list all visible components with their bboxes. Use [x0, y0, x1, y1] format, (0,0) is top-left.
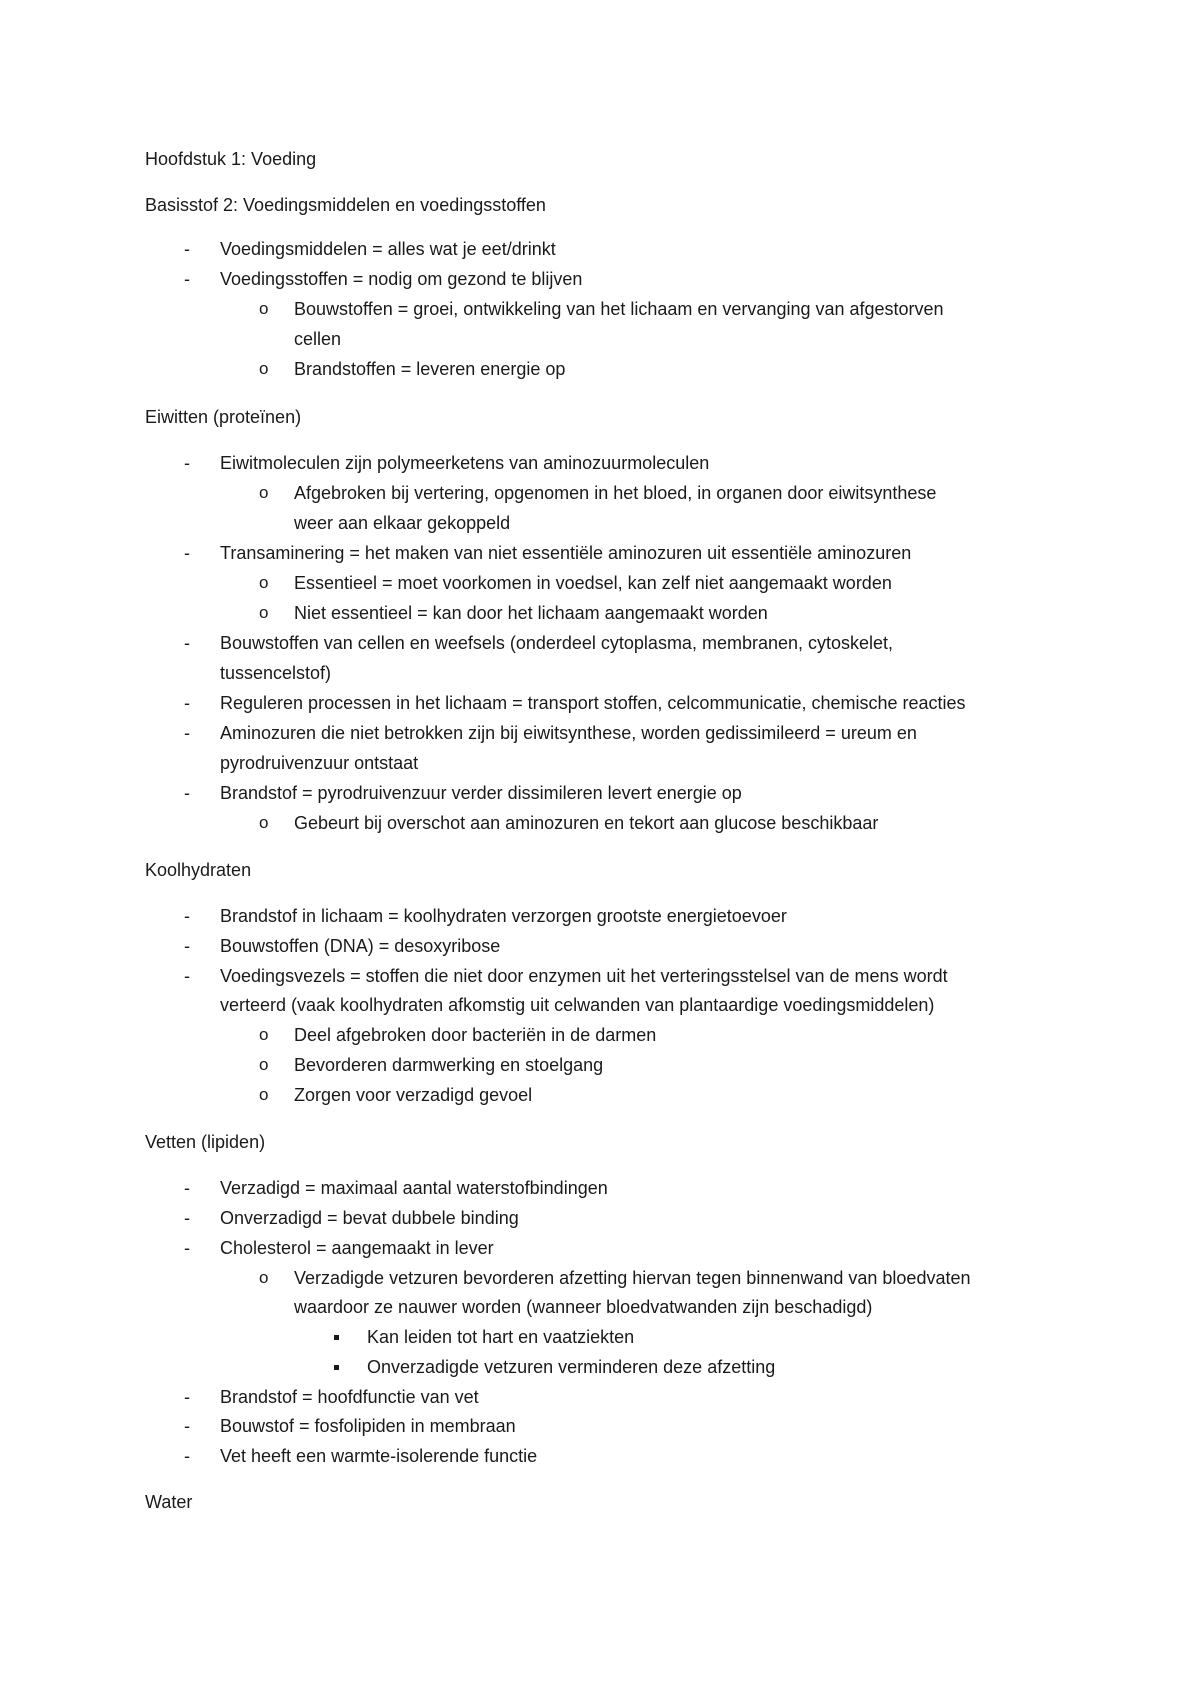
dash-bullet: - [184, 1446, 190, 1466]
sub-list-item: Niet essentieel = kan door het lichaam aangemaakt worden [294, 603, 768, 623]
list-item: Verzadigd = maximaal aantal waterstofbindingen [220, 1178, 608, 1198]
circle-bullet: o [259, 359, 269, 378]
list-item: Vet heeft een warmte-isolerende functie [220, 1446, 538, 1466]
dash-bullet: - [184, 1238, 190, 1258]
sub-list-item: Bevorderen darmwerking en stoelgang [294, 1055, 604, 1075]
eiwitten-heading: Eiwitten (proteïnen) [145, 407, 302, 427]
list-item: Brandstof in lichaam = koolhydraten verzorgen grootste energietoevoer [220, 906, 787, 926]
koolhydraten-heading: Koolhydraten [145, 860, 252, 880]
dash-bullet: - [184, 693, 190, 713]
list-item-continuation: verteerd (vaak koolhydraten afkomstig uit celwanden van plantaardige voedingsmiddelen) [220, 995, 935, 1015]
list-item: Voedingsvezels = stoffen die niet door enzymen uit het verteringsstelsel van de mens wordt [220, 966, 948, 986]
dash-bullet: - [184, 1416, 190, 1436]
sub-list-item: Gebeurt bij overschot aan aminozuren en tekort aan glucose beschikbaar [294, 813, 879, 833]
dash-bullet: - [184, 633, 190, 653]
list-item-continuation: pyrodruivenzuur ontstaat [220, 753, 419, 773]
dash-bullet: - [184, 966, 190, 986]
water-heading: Water [145, 1492, 193, 1512]
sub-list-item-continuation: cellen [294, 329, 342, 349]
sub-list-item: Deel afgebroken door bacteriën in de darmen [294, 1025, 657, 1045]
list-item: Transaminering = het maken van niet essentiële aminozuren uit essentiële aminozuren [220, 543, 912, 563]
dash-bullet: - [184, 453, 190, 473]
sub-sub-list-item: Kan leiden tot hart en vaatziekten [367, 1327, 635, 1347]
dash-bullet: - [184, 1208, 190, 1228]
dash-bullet: - [184, 1178, 190, 1198]
list-item: Brandstof = hoofdfunctie van vet [220, 1387, 479, 1407]
circle-bullet: o [259, 1085, 269, 1104]
list-item-continuation: tussencelstof) [220, 663, 332, 683]
dash-bullet: - [184, 269, 190, 289]
circle-bullet: o [259, 483, 269, 502]
sub-list-item: Zorgen voor verzadigd gevoel [294, 1085, 533, 1105]
circle-bullet: o [259, 1025, 269, 1044]
list-item: Aminozuren die niet betrokken zijn bij eiwitsynthese, worden gedissimileerd = ureum en [220, 723, 917, 743]
sub-list-item: Verzadigde vetzuren bevorderen afzetting hiervan tegen binnenwand van bloedvaten [294, 1268, 971, 1288]
list-item: Brandstof = pyrodruivenzuur verder dissimileren levert energie op [220, 783, 742, 803]
dash-bullet: - [184, 1387, 190, 1407]
circle-bullet: o [259, 603, 269, 622]
sub-list-item: Essentieel = moet voorkomen in voedsel, kan zelf niet aangemaakt worden [294, 573, 892, 593]
dash-bullet: - [184, 783, 190, 803]
dash-bullet: - [184, 723, 190, 743]
list-item: Eiwitmoleculen zijn polymeerketens van aminozuurmoleculen [220, 453, 710, 473]
dash-bullet: - [184, 906, 190, 926]
list-item: Cholesterol = aangemaakt in lever [220, 1238, 494, 1258]
list-item: Bouwstoffen van cellen en weefsels (onderdeel cytoplasma, membranen, cytoskelet, [220, 633, 894, 653]
vetten-heading: Vetten (lipiden) [145, 1132, 266, 1152]
sub-list-item-continuation: weer aan elkaar gekoppeld [294, 513, 511, 533]
dash-bullet: - [184, 239, 190, 259]
list-item: Bouwstof = fosfolipiden in membraan [220, 1416, 516, 1436]
sub-list-item-continuation: waardoor ze nauwer worden (wanneer bloedvatwanden zijn beschadigd) [294, 1297, 873, 1317]
list-item: Bouwstoffen (DNA) = desoxyribose [220, 936, 501, 956]
circle-bullet: o [259, 299, 269, 318]
list-item: Onverzadigd = bevat dubbele binding [220, 1208, 519, 1228]
sub-sub-list-item: Onverzadigde vetzuren verminderen deze afzetting [367, 1357, 776, 1377]
circle-bullet: o [259, 813, 269, 832]
document-title: Hoofdstuk 1: Voeding [145, 149, 317, 169]
dash-bullet: - [184, 543, 190, 563]
circle-bullet: o [259, 1055, 269, 1074]
sub-list-item: Afgebroken bij vertering, opgenomen in het bloed, in organen door eiwitsynthese [294, 483, 937, 503]
sub-list-item: Bouwstoffen = groei, ontwikkeling van het lichaam en vervanging van afgestorven [294, 299, 944, 319]
list-item: Reguleren processen in het lichaam = transport stoffen, celcommunicatie, chemische reacties [220, 693, 966, 713]
square-bullet [334, 1365, 339, 1370]
circle-bullet: o [259, 573, 269, 592]
list-item: Voedingsstoffen = nodig om gezond te blijven [220, 269, 583, 289]
square-bullet [334, 1335, 339, 1340]
sub-list-item: Brandstoffen = leveren energie op [294, 359, 566, 379]
circle-bullet: o [259, 1268, 269, 1287]
list-item: Voedingsmiddelen = alles wat je eet/drinkt [220, 239, 556, 259]
dash-bullet: - [184, 936, 190, 956]
basisstof-heading: Basisstof 2: Voedingsmiddelen en voedingsstoffen [145, 195, 546, 215]
